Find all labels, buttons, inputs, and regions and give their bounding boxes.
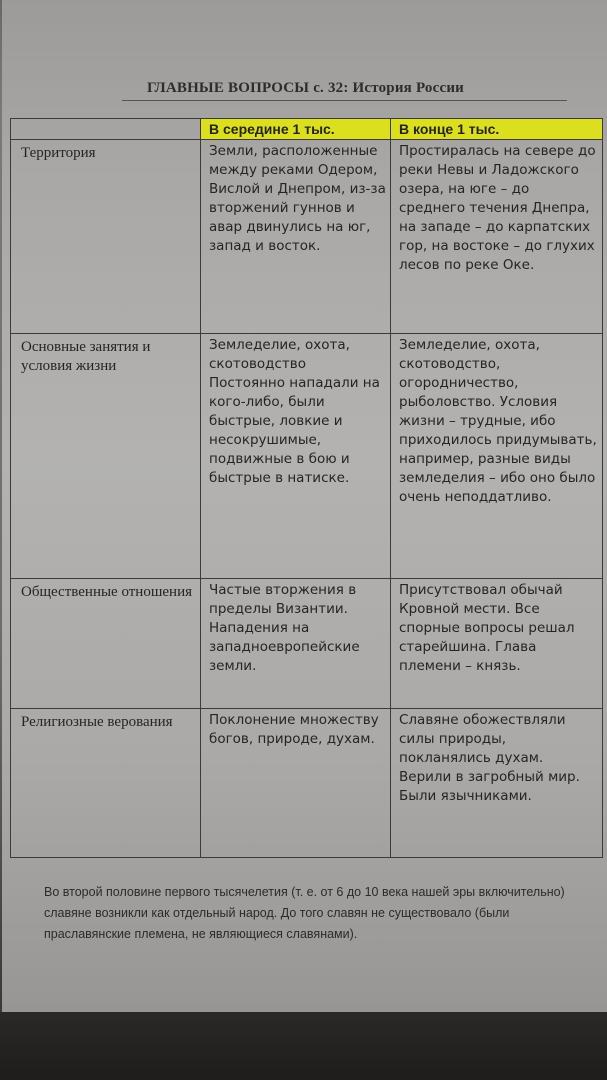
photo-floor-shadow [0,1012,607,1080]
comparison-table [10,118,603,858]
cell-mid: Поклонение множеству богов, природе, духам. [201,709,391,858]
row-label: Основные занятия и условия жизни [11,334,201,579]
row-label: Территория [11,140,201,334]
cell-end: Присутствовал обычай Кровной мести. Все спорные вопросы решал старейшина. Глава племени – князь. [391,579,603,709]
row-label: Религиозные верования [11,709,201,858]
header-rule [122,100,567,101]
cell-end: Земледелие, охота, скотоводство, огородничество, рыболовство. Условия жизни – трудные, ибо приходилось придумывать, например, разные виды земледелия – ибо оно было очень неподдатливо. [391,334,603,579]
footer-note: Во второй половине первого тысячелетия (т. е. от 6 до 10 века нашей эры включительно) славяне возникли как отдельный народ. До того славян не существовало (были праславянские племена, не являющиеся славянами). [44,885,565,941]
table-row [11,709,603,858]
table-row [11,334,603,579]
header-cell-mid: В середине 1 тыс. [201,119,391,140]
cell-end: Простиралась на севере до реки Невы и Ладожского озера, на юге – до среднего течения Днепра, на западе – до карпатских гор, на востоке – до глухих лесов по реке Оке. [391,140,603,334]
paper-sheet [2,0,607,1012]
page-header: ГЛАВНЫЕ ВОПРОСЫ с. 32: История России [146,80,465,96]
table-row [11,140,603,334]
header-cell-end: В конце 1 тыс. [391,119,603,140]
cell-mid: Земледелие, охота, скотоводство Постоянно нападали на кого-либо, были быстрые, ловкие и несокрушимые, подвижные в бою и быстрые в натиске. [201,334,391,579]
row-label: Общественные отношения [11,579,201,709]
table-row [11,579,603,709]
cell-mid: Частые вторжения в пределы Византии. Нападения на западноевропейские земли. [201,579,391,709]
cell-end: Славяне обожествляли силы природы, покланялись духам. Верили в загробный мир. Были язычниками. [391,709,603,858]
table-header-row [11,119,603,140]
header-cell-empty [11,119,201,140]
cell-mid: Земли, расположенные между реками Одером, Вислой и Днепром, из-за вторжений гуннов и авар двинулись на юг, запад и восток. [201,140,391,334]
